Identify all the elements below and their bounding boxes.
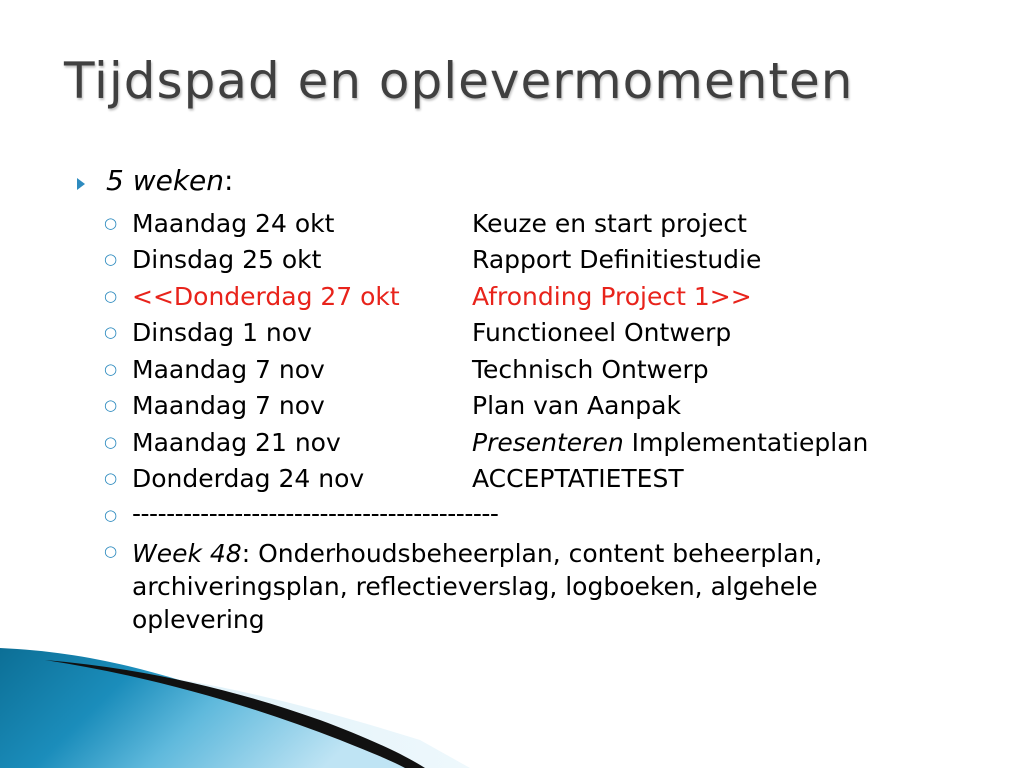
circle-bullet-icon: ○ (104, 323, 118, 341)
intro-text (106, 164, 233, 197)
final-description: : Onderhoudsbeheerplan, content beheerplan, archiveringsplan, reflectieverslag, logboeken, algehele oplevering (132, 539, 823, 634)
dash-separator: ------------------------------------------- (132, 499, 499, 528)
triangle-arrow-icon (77, 178, 85, 190)
schedule-date: Dinsdag 25 okt (132, 245, 322, 274)
schedule-date: <<Donderdag 27 okt (132, 282, 400, 311)
circle-bullet-icon: ○ (104, 287, 118, 305)
circle-bullet-icon: ○ (104, 506, 118, 524)
circle-bullet-icon: ○ (104, 542, 118, 560)
slide-title: Tijdspad en oplevermomenten (64, 52, 854, 110)
final-text (132, 537, 932, 636)
circle-bullet-icon: ○ (104, 469, 118, 487)
circle-bullet-icon: ○ (104, 214, 118, 232)
schedule-date: Maandag 7 nov (132, 355, 325, 384)
schedule-task (472, 428, 868, 457)
schedule-task: Rapport Definitiestudie (472, 245, 762, 274)
intro-emphasis: 5 weken (106, 164, 225, 197)
circle-bullet-icon: ○ (104, 250, 118, 268)
schedule-date: Maandag 24 okt (132, 209, 335, 238)
schedule-task: Technisch Ontwerp (472, 355, 709, 384)
circle-bullet-icon: ○ (104, 396, 118, 414)
schedule-task: Afronding Project 1>> (472, 282, 752, 311)
schedule-task: Plan van Aanpak (472, 391, 681, 420)
circle-bullet-icon: ○ (104, 433, 118, 451)
schedule-task: Functioneel Ontwerp (472, 318, 732, 347)
final-emphasis: Week 48 (132, 539, 242, 568)
schedule-task: Keuze en start project (472, 209, 747, 238)
circle-bullet-icon: ○ (104, 360, 118, 378)
schedule-date: Dinsdag 1 nov (132, 318, 312, 347)
schedule-date: Maandag 7 nov (132, 391, 325, 420)
task-rest: Implementatieplan (623, 428, 869, 457)
intro-suffix: : (224, 164, 234, 197)
schedule-date: Donderdag 24 nov (132, 464, 365, 493)
task-emphasis: Presenteren (472, 428, 624, 457)
schedule-date: Maandag 21 nov (132, 428, 341, 457)
schedule-task: ACCEPTATIETEST (472, 464, 684, 493)
